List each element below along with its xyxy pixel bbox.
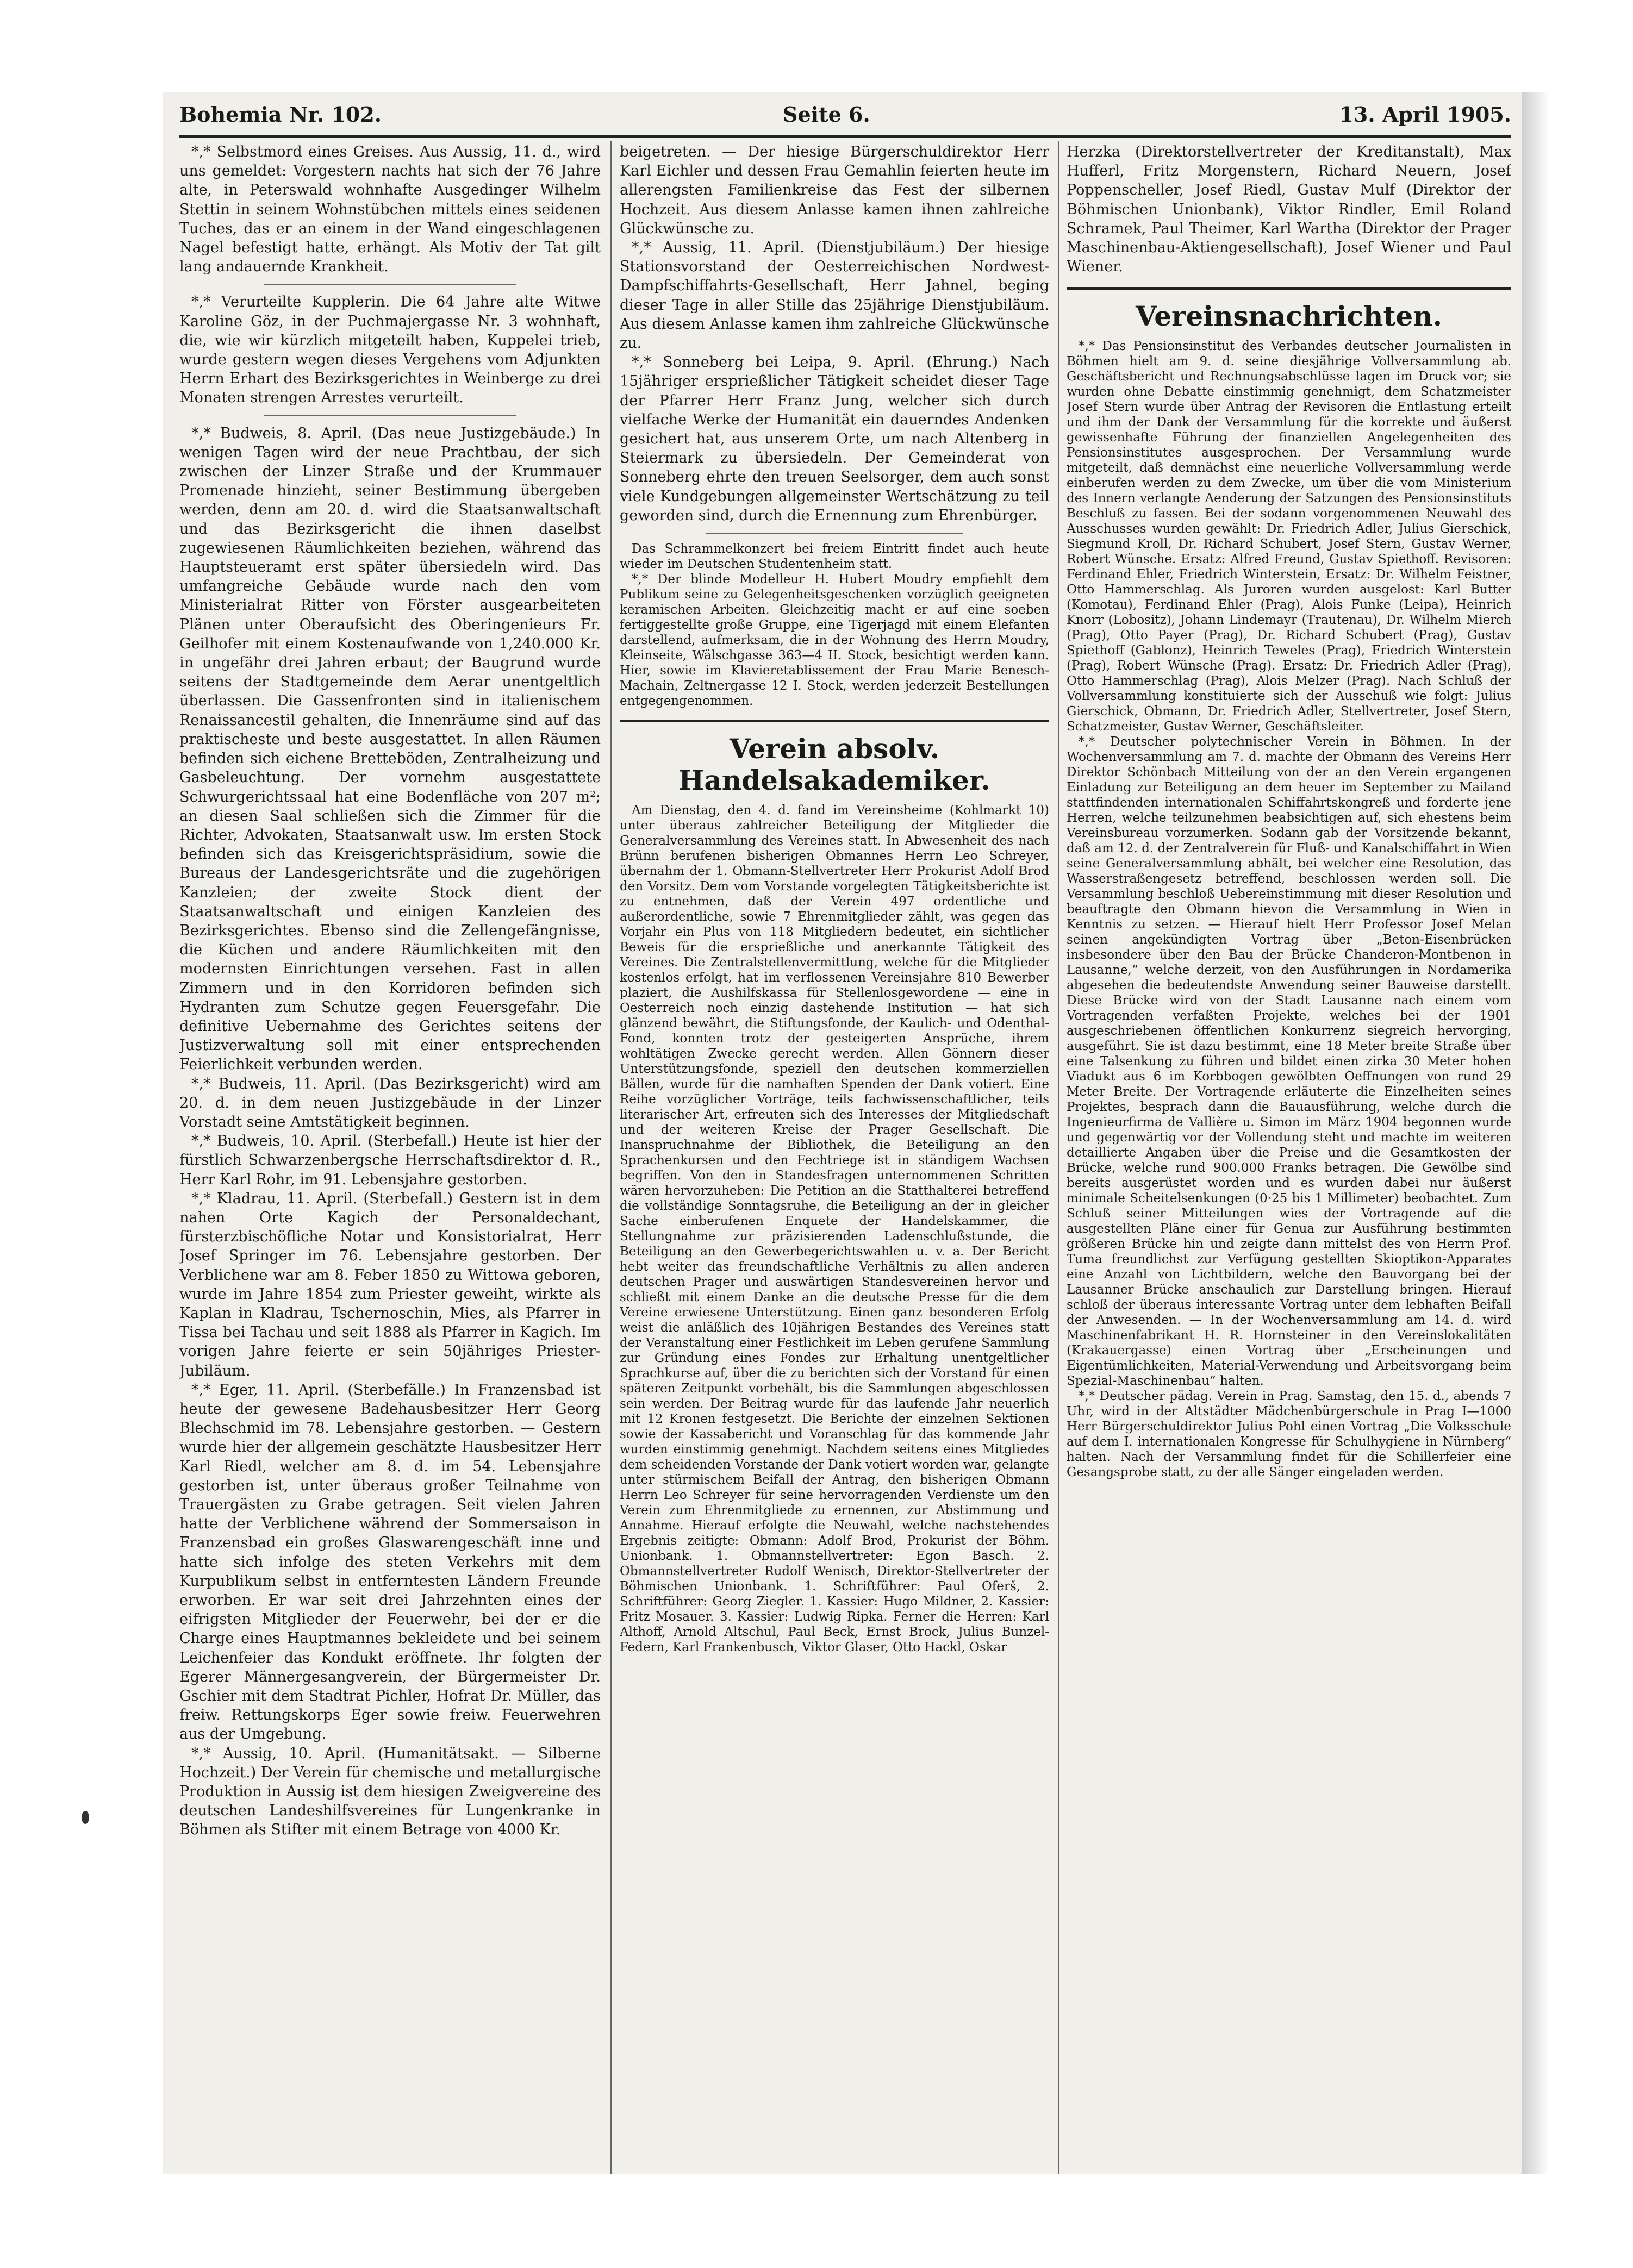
article-kladrau-death: *,* Kladrau, 11. April. (Sterbefall.) Gestern ist in dem nahen Orte Kagich der Personaldechant, fürsterzbischöfliche Notar und Konsistorialrat, Herr Josef Springer im 76. Lebensjahre gestorben. Der Verblichene war am 8. Feber 1850 zu Wittowa geboren, wurde im Jahre 1854 zum Priester geweiht, wirkte als Kaplan in Kladrau, Tschernoschin, Mies, als Pfarrer in Tissa bei Tachau und seit 1888 als Pfarrer in Kagich. Im vorigen Jahre feierte er sein 50jähriges Priester-Jubiläum. [179, 1190, 601, 1379]
article-names-continued: Herzka (Direktorstellvertreter der Kreditanstalt), Max Hufferl, Fritz Morgenstern, Richard Neuern, Josef Poppenscheller, Josef Riedl, Gustav Mulf (Direktor der Böhmischen Unionbank), Viktor Rindler, Emil Roland Schramek, Paul Theimer, Karl Wartha (Direktor der Prager Maschinenbau-Aktiengesellschaft), Josef Wiener und Paul Wiener. [1067, 143, 1511, 276]
section-heading-vereinsnachrichten: Vereinsnachrichten. [1135, 300, 1442, 333]
article-budweis-justice-building: *,* Budweis, 8. April. (Das neue Justizgebäude.) In wenigen Tagen wird der neue Prachtbau, der sich zwischen der Linzer Straße und der Krummauer Promenade hinzieht, seiner Bestimmung übergeben werden, denn am 20. d. wird die Staatsanwaltschaft und das Bezirksgericht die ihnen daselbst zugewiesenen Räumlichkeiten beziehen, während das Hauptsteueramt erst später übersiedeln wird. Das umfangreiche Gebäude wurde nach den vom Ministerialrat Ritter von Förster ausgearbeiteten Plänen unter Oberaufsicht des Oberingenieurs Fr. Geilhofer mit einem Kostenaufwande von 1,240.000 Kr. in ungefähr drei Jahren erbaut; der Baugrund wurde seitens der Stadtgemeinde dem Aerar unentgeltlich überlassen. Die Gassenfronten sind in italienischem Renaissancestil gehalten, die Innenräume sind auf das praktischeste und beste ausgestattet. In allen Räumen befinden sich eichene Bretteböden, Zentralheizung und Gasbeleuchtung. Der vornehm ausgestattete Schwurgerichtssaal hat eine Bodenfläche von 207 m²; an diesen Saal schließen sich die Zimmer für die Richter, Advokaten, Staatsanwalt usw. Im ersten Stock befinden sich das Kreisgerichtspräsidium, sowie die Bureaus der Landesgerichtsräte und die zugehörigen Kanzleien; der zweite Stock dient der Staatsanwaltschaft und einigen Kanzleien des Bezirksgerichtes. Ebenso sind die Zellengefängnisse, die Küchen und andere Räumlichkeiten mit den modernsten Einrichtungen versehen. Fast in allen Zimmern und in den Korridoren befinden sich Hydranten zum Schutze gegen Feuersgefahr. Die definitive Uebernahme des Gerichtes seitens der Justizverwaltung soll mit einer entsprechenden Feierlichkeit verbunden werden. [179, 424, 601, 1073]
article-aussig-continued: beigetreten. — Der hiesige Bürgerschuldirektor Herr Karl Eichler und dessen Frau Gemahlin feierten heute im allerengsten Familienkreise das Fest der silbernen Hochzeit. Aus diesem Anlasse kamen ihnen zahlreiche Glückwünsche zu. [620, 143, 1049, 237]
section-heading-handelsakademiker: Verein absolv. Handelsakademiker. [678, 733, 990, 797]
header-rule [179, 135, 1511, 138]
article-pension-institute: *,* Das Pensionsinstitut des Verbandes deutscher Journalisten in Böhmen hielt am 9. d. seine diesjährige Vollversammlung ab. Geschäftsbericht und Rechnungsabschlüsse lagen im Druck vor; sie wurden ohne Debatte einstimmig genehmigt, dem Schatzmeister Josef Stern wurde über Antrag der Revisoren die Entlastung erteilt und ihm der Dank der Versammlung für die korrekte und äußerst gewissenhafte Führung der finanziellen Angelegenheiten des Pensionsinstitutes ausgesprochen. Der Versammlung wurde mitgeteilt, daß demnächst eine neuerliche Vollversammlung werde einberufen werden zu dem Zwecke, um über die vom Ministerium des Innern verlangte Aenderung der Satzungen des Pensionsinstituts Beschluß zu fassen. Bei der sodann vorgenommenen Neuwahl des Ausschusses wurden gewählt: Dr. Friedrich Adler, Julius Gierschick, Siegmund Kroll, Dr. Richard Schubert, Josef Stern, Gustav Werner, Robert Wünsche. Ersatz: Alfred Freund, Gustav Spiethoff. Revisoren: Ferdinand Ehler, Friedrich Winterstein, Ersatz: Dr. Wilhelm Feistner, Otto Hammerschlag. Als Juroren wurden ausgelost: Karl Butter (Komotau), Ferdinand Ehler (Prag), Alois Funke (Leipa), Heinrich Knorr (Lobositz), Johann Lindemayr (Trautenau), Dr. Wilhelm Mierch (Prag), Otto Payer (Prag), Dr. Richard Schubert (Prag), Gustav Spiethoff (Gablonz), Heinrich Teweles (Prag), Friedrich Winterstein (Prag), Robert Wünsche (Prag). Ersatz: Dr. Friedrich Adler (Prag), Otto Hammerschlag (Prag), Alois Melzer (Prag). Nach Schluß der Vollversammlung konstituierte sich der Ausschuß wie folgt: Julius Gierschick, Obmann, Dr. Friedrich Adler, Stellvertreter, Josef Stern, Schatzmeister, Gustav Werner, Geschäftsleiter. [1067, 339, 1511, 734]
article-procuress: *,* Verurteilte Kupplerin. Die 64 Jahre alte Witwe Karoline Göz, in der Puchmajergasse Nr. 3 wohnhaft, die, wie wir kürzlich mitgeteilt haben, Kuppelei trieb, wurde gestern wegen dieses Vergehens vom Adjunkten Herrn Erhart des Bezirksgerichtes in Weinberge zu drei Monaten strengen Arrestes verurteilt. [179, 293, 601, 407]
column-2 [620, 142, 1049, 2172]
section-rule [1067, 287, 1511, 290]
article-aussig-humanity: *,* Aussig, 10. April. (Humanitätsakt. — Silberne Hochzeit.) Der Verein für chemische und metallurgische Produktion in Aussig ist dem hiesigen Zweigvereine des deutschen Landeshilfsvereines für Lungenkranke in Böhmen als Stifter mit einem Betrage von 4000 Kr. [179, 1745, 601, 1839]
column-divider [610, 141, 612, 2174]
issue-date: 13. April 1905. [1339, 102, 1511, 127]
separator [264, 284, 516, 285]
article-suicide: *,* Selbstmord eines Greises. Aus Aussig, 11. d., wird uns gemeldet: Vorgestern nachts hat sich der 76 Jahre alte, in Peterswald wohnhafte Ausgedinger Wilhelm Stettin in seinem Wohnstübchen mittels eines seidenen Tuches, das er an einem in der Wand eingeschlagenen Nagel befestigt hatte, erhängt. Als Motiv der Tat gilt lang andauernde Krankheit. [179, 143, 601, 276]
article-budweis-district-court: *,* Budweis, 11. April. (Das Bezirksgericht) wird am 20. d. in dem neuen Justizgebäude in der Linzer Vorstadt seine Amtstätigkeit beginnen. [179, 1075, 601, 1130]
page-header [179, 102, 1511, 135]
notice-blind-modeller: *,* Der blinde Modelleur H. Hubert Moudry empfiehlt dem Publikum seine zu Gelegenheitsgeschenken vorzüglich geeigneten keramischen Arbeiten. Gleichzeitig macht er auf eine soeben fertiggestellte große Gruppe, eine Tigerjagd mit einem Elefanten darstellend, aufmerksam, die in der Wohnung des Herrn Moudry, Kleinseite, Wälschgasse 363—4 II. Stock, besichtigt werden kann. Hier, sowie im Klavieretablissement der Frau Marie Benesch-Machain, Zeltnergasse 12 I. Stock, werden jederzeit Bestellungen entgegengenommen. [620, 572, 1049, 709]
article-budweis-death: *,* Budweis, 10. April. (Sterbefall.) Heute ist hier der fürstlich Schwarzenbergsche Herrschaftsdirektor d. R., Herr Karl Rohr, im 91. Lebensjahre gestorben. [179, 1133, 601, 1188]
article-aussig-jubilee: *,* Aussig, 11. April. (Dienstjubiläum.) Der hiesige Stationsvorstand der Oesterreichischen Nordwest-Dampfschiffahrts-Gesellschaft, Herr Jahnel, beging dieser Tage in aller Stille das 25jährige Dienstjubiläum. Aus diesem Anlasse kamen ihm zahlreiche Glückwünsche zu. [620, 239, 1049, 352]
article-eger-deaths: *,* Eger, 11. April. (Sterbefälle.) In Franzensbad ist heute der gewesene Badehausbesitzer Herr Georg Blechschmid im 78. Lebensjahre gestorben. — Gestern wurde hier der allgemein geschätzte Hausbesitzer Herr Karl Riedl, welcher am 8. d. im 54. Lebensjahre gestorben ist, unter überaus großer Teilnahme von Trauergästen zu Grabe getragen. Seit vielen Jahren hatte der Verblichene während der Sommersaison in Franzensbad ein großes Glaswarengeschäft inne und hatte sich infolge des steten Verkehrs mit dem Kurpublikum selbst in entferntesten Ländern Freunde erworben. Er war seit drei Jahrzehnten eines der eifrigsten Mitglieder der Feuerwehr, bei der er die Charge eines Hauptmannes bekleidete und bei seinem Leichenfeier das Kondukt eröffnete. Ihr folgten der Egerer Männergesangverein, der Bürgermeister Dr. Gschier mit dem Stadtrat Pichler, Hofrat Dr. Müller, das freiw. Rettungskorps Eger sowie freiw. Feuerwehren aus der Umgebung. [179, 1381, 601, 1743]
article-pedagogical-association: *,* Deutscher pädag. Verein in Prag. Samstag, den 15. d., abends 7 Uhr, wird in der Altstädter Mädchenbürgerschule in Prag I—1000 Herr Bürgerschuldirektor Julius Pohl einen Vortrag „Die Volksschule auf dem I. internationalen Kongresse für Schulhygiene in Nürnberg“ halten. Nach der Versammlung findet für die Schillerfeier eine Gesangsprobe statt, zu der alle Sänger eingeladen werden. [1067, 1389, 1511, 1480]
article-polytechnic-association: *,* Deutscher polytechnischer Verein in Böhmen. In der Wochenversammlung am 7. d. machte der Obmann des Vereins Herr Direktor Schönbach Mitteilung von der an den Verein ergangenen Einladung zur Beteiligung an dem heuer im September zu Mailand stattfindenden internationalen Schiffahrtskongreß und forderte jene Herren, welche teilzunehmen beabsichtigen auf, sich ehestens beim Vereinsbureau vorzumerken. Sodann gab der Vorsitzende bekannt, daß am 12. d. der Zentralverein für Fluß- und Kanalschiffahrt in Wien seine Generalversammlung abhält, bei welcher eine Resolution, das Wasserstraßengesetz betreffend, beschlossen werden soll. Die Versammlung beschloß Uebereinstimmung mit dieser Resolution und beauftragte den Obmann hievon die Versammlung in Wien in Kenntnis zu setzen. — Hierauf hielt Herr Professor Josef Melan seinen angekündigten Vortrag über „Beton-Eisenbrücken insbesondere über den Bau der Brücke Chanderon-Montbenon in Lausanne,“ welche derzeit, von den Ausführungen in Nordamerika abgesehen die bedeutendste Anwendung seiner Bauweise darstellt. Diese Brücke wird von der Stadt Lausanne nach einem vom Vortragenden verfaßten Projekte, welches bei der 1901 ausgeschriebenen öffentlichen Konkurrenz siegreich hervorging, ausgeführt. Sie ist dazu bestimmt, eine 18 Meter breite Straße über eine Talsenkung zu führen und bildet einen zirka 30 Meter hohen Viadukt aus 6 im Korbbogen gewölbten Oeffnungen von rund 29 Meter Breite. Der Vortragende erläuterte die Einzelheiten seines Projektes, besprach dann die Bauausführung, welche durch die Ingenieurfirma de Vallière u. Simon im März 1904 begonnen wurde und gegenwärtig vor der Vollendung steht und machte im weiteren detaillierte Angaben über die Preise und die Gesamtkosten der Brücke, welche rund 900.000 Franks betragen. Die Gewölbe sind bereits ausgerüstet worden und es wurden dabei nur äußerst minimale Scheitelsenkungen (0·25 bis 1 Millimeter) beobachtet. Zum Schluß seiner Mitteilungen wies der Vortragende auf die ausgestellten Pläne einer für Genua zur Ausführung bestimmten größeren Brücke hin und zeigte dann mittelst des von Herrn Prof. Tuma freundlichst zur Verfügung gestellten Skioptikon-Apparates eine Anzahl von Lichtbildern, welche den Bauvorgang bei der Lausanner Brücke anschaulich zur Darstellung bringen. Hierauf schloß der überaus interessante Vortrag unter dem lebhaften Beifall der Anwesenden. — In der Wochenversammlung am 14. d. wird Maschinenfabrikant H. R. Hornsteiner in den Vereinslokalitäten (Krakauergasse) einen Vortrag über „Erscheinungen und Eigentümlichkeiten, Material-Verwendung und Arbeitsvorgang beim Spezial-Maschinenbau“ halten. [1067, 735, 1511, 1389]
column-divider [1058, 141, 1059, 2174]
section-rule [620, 720, 1049, 722]
article-sonneberg-honor: *,* Sonneberg bei Leipa, 9. April. (Ehrung.) Nach 15jähriger ersprießlicher Tätigkeit scheidet dieser Tage der Pfarrer Herr Franz Jung, welcher sich durch vielfache Werke der Humanität ein dauerndes Andenken gesichert hat, aus unserem Orte, um nach Altenberg in Steiermark zu übersiedeln. Der Gemeinderat von Sonneberg ehrte den treuen Seelsorger, dem auch sonst viele Kundgebungen allgemeinster Wertschätzung zu teil geworden sind, durch die Ernennung zum Ehrenbürger. [620, 354, 1049, 524]
column-3 [1067, 142, 1511, 2172]
notice-schrammel-concert: Das Schrammelkonzert bei freiem Eintritt findet auch heute wieder im Deutschen Studentenheim statt. [620, 542, 1049, 572]
ink-spot [82, 1811, 89, 1824]
separator [706, 533, 963, 534]
separator [264, 415, 516, 416]
page-number: Seite 6. [783, 102, 870, 127]
column-1 [179, 142, 601, 2172]
article-handelsakademiker: Am Dienstag, den 4. d. fand im Vereinsheime (Kohlmarkt 10) unter überaus zahlreicher Beteiligung der Mitglieder die Generalversammlung des Vereines statt. In Abwesenheit des nach Brünn berufenen bisherigen Obmannes Herrn Leo Schreyer, übernahm der 1. Obmann-Stellvertreter Herr Prokurist Adolf Brod den Vorsitz. Dem vom Vorstande vorgelegten Tätigkeitsberichte ist zu entnehmen, daß der Verein 497 ordentliche und außerordentliche, sowie 7 Ehrenmitglieder zählt, was gegen das Vorjahr ein Plus von 118 Mitgliedern bedeutet, ein sichtlicher Beweis für die ersprießliche und anerkannte Tätigkeit des Vereines. Die Zentralstellenvermittlung, welche für die Mitglieder kostenlos erfolgt, hat im verflossenen Vereinsjahre 810 Bewerber plaziert, die Aushilfskassa für Stellenlosgewordene — eine in Oesterreich noch einzig dastehende Institution — hat sich glänzend bewährt, die Stiftungsfonde, der Kaulich- und Odenthal-Fond, konnten trotz der gesteigerten Ansprüche, ihrem wohltätigen Zwecke gerecht werden. Allen Gönnern dieser Unterstützungsfonde, speziell den deutschen kommerziellen Bällen, wurde für die namhaften Spenden der Dank votiert. Eine Reihe vorzüglicher Vorträge, teils fachwissenschaftlicher, teils literarischer Art, erfreuten sich des Interesses der Mitgliedschaft und der weiteren Kreise der Prager Gesellschaft. Die Inanspruchnahme der Bibliothek, die Beteiligung an den Sprachenkursen und den Fechtriege ist in ständigem Wachsen begriffen. Von den in Standesfragen unternommenen Schritten wären hervorzuheben: Die Petition an die Statthalterei betreffend die vollständige Sonntagsruhe, die Beteiligung an der in gleicher Sache einberufenen Enquete der Handelskammer, die Stellungnahme zur präzisierenden Ladenschlußstunde, die Beteiligung an den Gewerbegerichtswahlen u. v. a. Der Bericht hebt weiter das freundschaftliche Verhältnis zu allen anderen deutschen Prager und auswärtigen Standesvereinen hervor und schließt mit einem Danke an die deutsche Presse für die dem Vereine erwiesene Unterstützung. Einen ganz besonderen Erfolg weist die anläßlich des 10jährigen Bestandes des Vereines statt der Veranstaltung einer Festlichkeit im Leben gerufene Sammlung zur Gründung eines Fondes zur Erhaltung unentgeltlicher Sprachkurse auf, über die zu berichten sich der Vorstand für einen späteren Zeitpunkt vorbehält, bis die Sammlungen abgeschlossen sein werden. Der Beitrag wurde für das laufende Jahr neuerlich mit 12 Kronen festgesetzt. Die Berichte der einzelnen Sektionen sowie der Kassabericht und Voranschlag für das kommende Jahr wurden einstimmig genehmigt. Nachdem seitens eines Mitgliedes dem scheidenden Vorstande der Dank votiert worden war, gelangte unter stürmischem Beifall der Antrag, den bisherigen Obmann Herrn Leo Schreyer für seine hervorragenden Verdienste um den Verein zum Ehrenmitgliede zu ernennen, zur Abstimmung und Annahme. Hierauf erfolgte die Neuwahl, welche nachstehendes Ergebnis zeitigte: Obmann: Adolf Brod, Prokurist der Böhm. Unionbank. 1. Obmannstellvertreter: Egon Basch. 2. Obmannstellvertreter Rudolf Wenisch, Direktor-Stellvertreter der Böhmischen Unionbank. 1. Schriftführer: Paul Oferš, 2. Schriftführer: Georg Ziegler. 1. Kassier: Hugo Mildner, 2. Kassier: Fritz Mosauer. 3. Kassier: Ludwig Ripka. Ferner die Herren: Karl Althoff, Arnold Altschul, Paul Beck, Ernst Brock, Julius Bunzel-Federn, Karl Frankenbusch, Viktor Glaser, Otto Hackl, Oskar [620, 803, 1049, 1655]
page-edge-shadow [1522, 92, 1549, 2174]
newspaper-title: Bohemia Nr. 102. [179, 102, 382, 127]
